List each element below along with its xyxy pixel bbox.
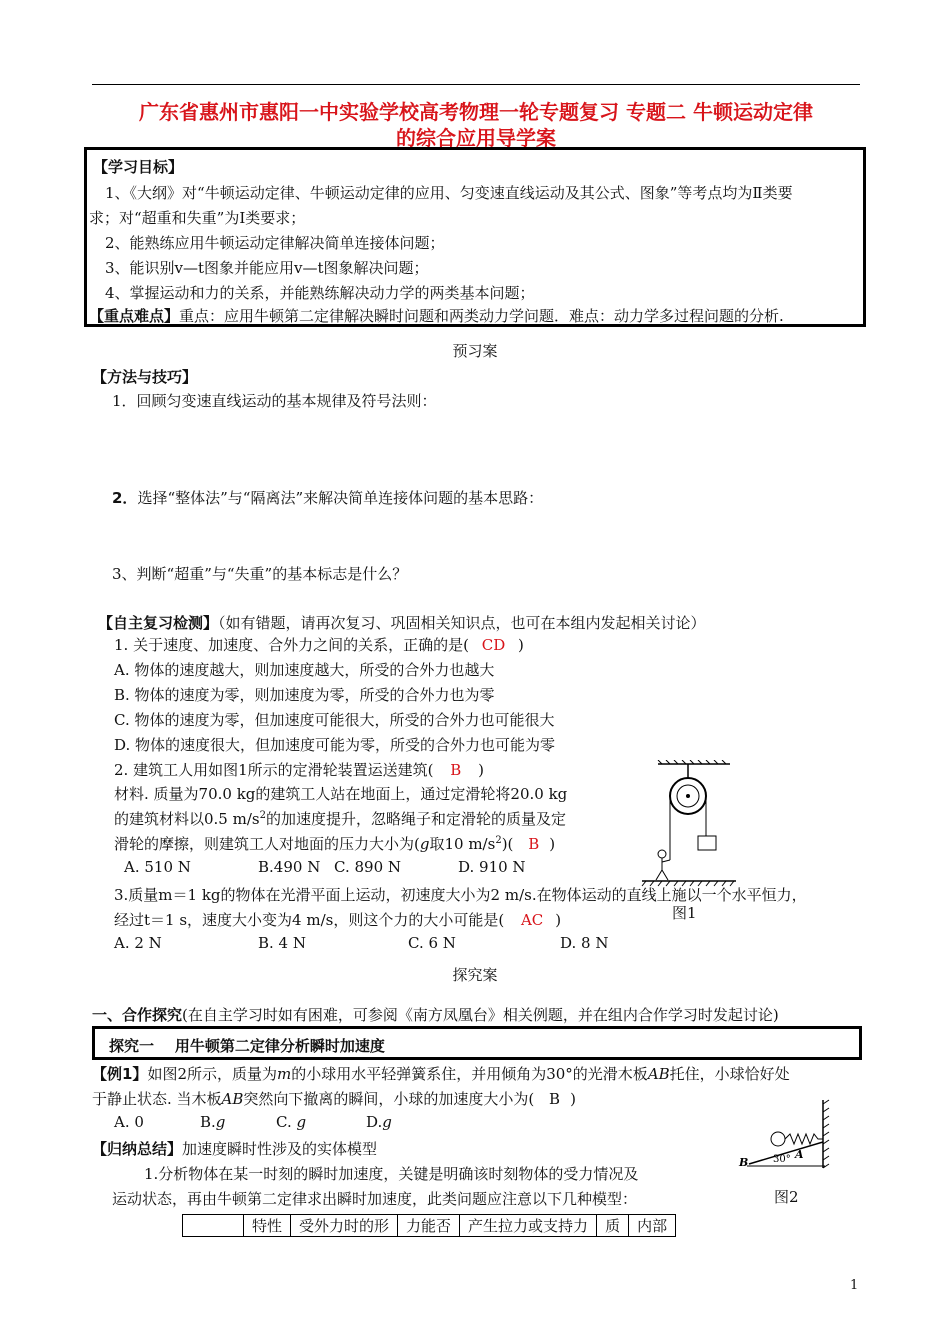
- document-title-line2: 的综合应用导学案: [396, 126, 556, 150]
- explore-1-title: 探究一 用牛顿第二定律分析瞬时加速度: [109, 1037, 385, 1055]
- preview-question-2-num: 2．: [112, 489, 138, 507]
- table-header-cell: 质: [597, 1215, 629, 1237]
- q2-stem-text: 2. 建筑工人用如图1所示的定滑轮装置运送建筑(: [114, 761, 434, 779]
- q3-option-d: D. 8 N: [560, 934, 609, 952]
- key-points: [89, 305, 784, 326]
- example-1-ab: AB: [647, 1065, 670, 1083]
- figure-1-pulley: [640, 760, 740, 890]
- self-check-header-line: [98, 612, 706, 633]
- page-number: 1: [850, 1278, 859, 1293]
- example-1-line1: [92, 1063, 790, 1084]
- preview-question-2-text: 选择“整体法”与“隔离法”来解决简单连接体问题的基本思路：: [137, 489, 544, 507]
- q1-option-a: A. 物体的速度越大，则加速度越大，所受的合外力也越大: [114, 661, 495, 679]
- q1-option-b: B. 物体的速度为零，则加速度为零，所受的合外力也为零: [114, 686, 495, 704]
- q1-option-c: C. 物体的速度为零，但加速度可能很大，所受的合外力也可能很大: [114, 711, 555, 729]
- figure-2-label: 图2: [774, 1188, 799, 1206]
- example-1-line2: [92, 1088, 576, 1109]
- table-header-cell: 产生拉力或支持力: [460, 1215, 597, 1237]
- summary-point-1b: 运动状态，再由牛顿第二定律求出瞬时加速度，此类问题应注意以下几种模型：: [112, 1190, 638, 1208]
- q2-close2: ): [549, 835, 556, 853]
- q3-close: ): [555, 911, 562, 929]
- document-title-line1: 广东省惠州市惠阳一中实验学校高考物理一轮专题复习 专题二 牛顿运动定律: [139, 100, 813, 124]
- example-1-option-d: [366, 1113, 392, 1131]
- self-check-header: 【自主复习检测】: [98, 614, 219, 632]
- q2-line2-a: 的建筑材料以0.5 m/s: [114, 810, 260, 828]
- q2-line3-a: 滑轮的摩擦，则建筑工人对地面的压力大小为(: [114, 835, 420, 853]
- q2-stem: [114, 759, 484, 780]
- table-header-cell: [183, 1215, 244, 1237]
- example-1-l2a: 于静止状态. 当木板: [92, 1090, 222, 1108]
- q2-option-a: A. 510 N: [124, 858, 191, 876]
- table-header-cell: 受外力时的形: [291, 1215, 398, 1237]
- explore-heading: 探究案: [452, 966, 498, 984]
- table-header-cell: 内部: [629, 1215, 676, 1237]
- preview-question-1: 1．回顾匀变速直线运动的基本规律及符号法则：: [112, 392, 437, 410]
- models-table: [182, 1214, 676, 1237]
- q2-option-b: B.490 N: [258, 858, 321, 876]
- q1-stem: [114, 634, 524, 655]
- q2-answer2: B: [528, 835, 540, 853]
- key-points-text: 重点：应用牛顿第二定律解决瞬时问题和两类动力学问题．难点：动力学多过程问题的分析.: [179, 307, 784, 325]
- example-1-option-c-pre: C.: [276, 1113, 292, 1131]
- q2-line3-g: g: [419, 835, 430, 853]
- summary-line: [92, 1138, 377, 1159]
- figure-2-incline: [735, 1096, 835, 1172]
- goals-header: 【学习目标】: [93, 158, 184, 176]
- preview-heading: 预习案: [452, 342, 498, 360]
- q2-line2: [114, 808, 566, 829]
- example-1-l1a: 如图2所示，质量为: [147, 1065, 277, 1083]
- q3-line2: [114, 909, 561, 930]
- example-1-l1b: 的小球用水平轻弹簧系住，并用倾角为30°的光滑木板: [291, 1065, 648, 1083]
- explore-1-box: [92, 1026, 862, 1060]
- q1-answer: CD: [481, 636, 506, 654]
- summary-label: 【归纳总结】: [92, 1140, 183, 1158]
- self-check-note: （如有错题，请再次复习、巩固相关知识点，也可在本组内发起相关讨论）: [218, 614, 706, 632]
- q3-line2-text: 经过t＝1 s，速度大小变为4 m/s，则这个力的大小可能是(: [114, 911, 505, 929]
- example-1-option-a: A. 0: [114, 1113, 144, 1131]
- figure-2-angle: 30°: [773, 1154, 791, 1165]
- q2-line1: 材料. 质量为70.0 kg的建筑工人站在地面上，通过定滑轮将20.0 kg: [114, 785, 568, 803]
- example-1-option-b-pre: B.: [200, 1113, 216, 1131]
- preview-question-2: [112, 487, 543, 508]
- q2-option-d: D. 910 N: [458, 858, 526, 876]
- table-row: [183, 1215, 676, 1237]
- goal-item-4: 4、掌握运动和力的关系，并能熟练解决动力学的两类基本问题；: [105, 284, 535, 302]
- q2-line3-sup: 2: [495, 835, 502, 846]
- table-header-cell: 力能否: [398, 1215, 460, 1237]
- q3-answer: AC: [520, 911, 544, 929]
- header-rule: [92, 84, 860, 85]
- q2-close: ): [478, 761, 484, 779]
- goal-item-1b: 求；对“超重和失重”为Ⅰ类要求；: [89, 209, 306, 227]
- learning-goals-box: [84, 147, 866, 327]
- example-1-option-c: [276, 1113, 306, 1131]
- goal-item-3: 3、能识别v—t图象并能应用v—t图象解决问题；: [105, 259, 429, 277]
- q2-option-c: C. 890 N: [334, 858, 402, 876]
- table-header-cell: 特性: [244, 1215, 291, 1237]
- goal-item-1a: 1、《大纲》对“牛顿运动定律、牛顿运动定律的应用、匀变速直线运动及其公式、图象”等考点均为Ⅱ类要: [105, 184, 793, 202]
- preview-heading-wrap: [0, 340, 950, 361]
- q2-line2-b: 的加速度提升，忽略绳子和定滑轮的质量及定: [265, 810, 566, 828]
- explore-heading-wrap: [0, 964, 950, 985]
- example-1-ab-2: AB: [221, 1090, 244, 1108]
- example-1-option-b: [200, 1113, 225, 1131]
- summary-point-1a: 1.分析物体在某一时刻的瞬时加速度，关键是明确该时刻物体的受力情况及: [144, 1165, 639, 1183]
- example-1-m: m: [276, 1065, 292, 1083]
- methods-header: 【方法与技巧】: [92, 368, 198, 386]
- q1-option-d: D. 物体的速度很大，但加速度可能为零，所受的合外力也可能为零: [114, 736, 556, 754]
- figure-1-label: 图1: [672, 904, 697, 922]
- cooperative-label: 一、合作探究: [92, 1006, 183, 1024]
- example-1-l1c: 托住，小球恰好处: [669, 1065, 790, 1083]
- cooperative-section: [92, 1004, 779, 1025]
- q3-option-b: B. 4 N: [258, 934, 306, 952]
- q2-line3: [114, 833, 555, 854]
- example-1-close: ): [570, 1090, 576, 1108]
- example-1-option-b-g: g: [215, 1113, 226, 1131]
- preview-question-3: 3、判断“超重”与“失重”的基本标志是什么？: [112, 565, 408, 583]
- example-1-l2b: 突然向下撤离的瞬间，小球的加速度大小为(: [243, 1090, 535, 1108]
- example-1-option-d-g: g: [382, 1113, 392, 1131]
- example-1-label: 【例1】: [92, 1065, 148, 1083]
- q2-line3-b: 取10 m/s: [429, 835, 496, 853]
- q3-option-c: C. 6 N: [408, 934, 456, 952]
- example-1-option-d-pre: D.: [366, 1113, 383, 1131]
- q2-line2-sup: 2: [259, 810, 266, 821]
- q1-stem-text: 1. 关于速度、加速度、合外力之间的关系，正确的是(: [114, 636, 469, 654]
- q3-line1: 3.质量m＝1 kg的物体在光滑平面上运动，初速度大小为2 m/s.在物体运动的直线上施以一个水平恒力，: [114, 886, 807, 904]
- example-1-option-c-g: g: [296, 1113, 307, 1131]
- key-points-label: 【重点难点】: [89, 307, 180, 325]
- figure-2-label-b: B: [739, 1156, 749, 1169]
- q2-line3-c: )(: [501, 835, 514, 853]
- example-1-answer: B: [549, 1090, 561, 1108]
- goal-item-2: 2、能熟练应用牛顿运动定律解决简单连接体问题；: [105, 234, 445, 252]
- q1-close: ): [518, 636, 524, 654]
- summary-text: 加速度瞬时性涉及的实体模型: [182, 1140, 378, 1158]
- q3-option-a: A. 2 N: [114, 934, 162, 952]
- figure-2-label-a: A: [795, 1148, 804, 1161]
- cooperative-note: (在自主学习时如有困难，可参阅《南方凤凰台》相关例题，并在组内合作学习时发起讨论): [182, 1006, 779, 1024]
- q2-answer: B: [450, 761, 462, 779]
